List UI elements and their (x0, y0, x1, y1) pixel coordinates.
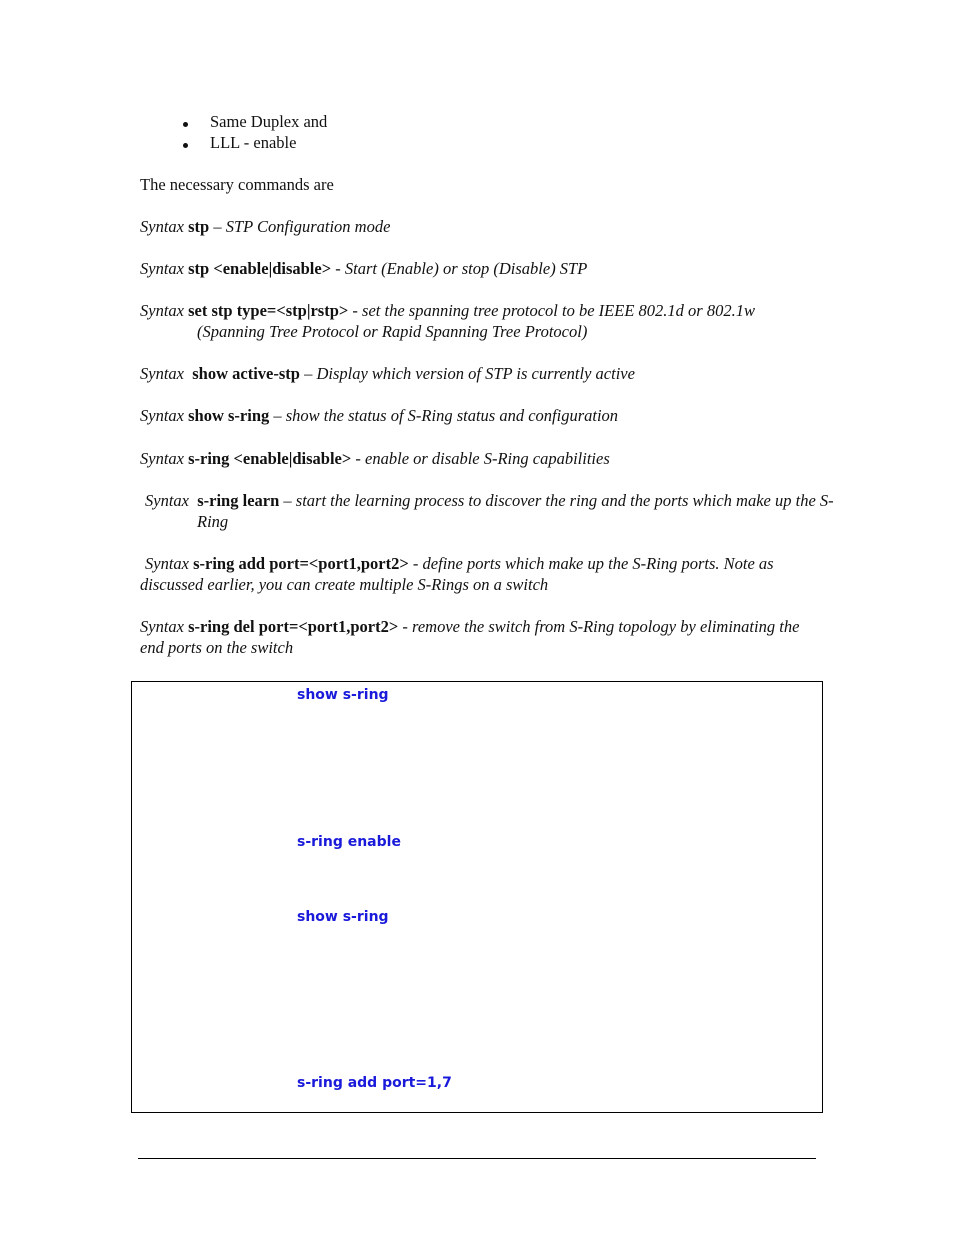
example-command: show s-ring (297, 687, 389, 703)
syntax-label: Syntax (145, 491, 189, 510)
command-name: s-ring add port=<port1,port2> (193, 554, 409, 573)
command-separator: – (209, 217, 226, 236)
syntax-label: Syntax (145, 554, 189, 573)
command-name: show active-stp (192, 364, 300, 383)
command-separator: - (348, 301, 363, 320)
example-command: show s-ring (297, 909, 389, 925)
bullet-dot-icon (183, 143, 188, 148)
command-description: enable or disable S-Ring capabilities (365, 449, 610, 468)
example-command: s-ring add port=1,7 (297, 1075, 452, 1091)
command-s-ring-del-port (140, 617, 799, 637)
command-stp (140, 217, 390, 237)
example-box (131, 681, 823, 1113)
command-show-s-ring (140, 406, 618, 426)
command-name: stp <enable|disable> (188, 259, 332, 278)
command-description-continued: Ring (197, 512, 229, 531)
syntax-label: Syntax (140, 449, 184, 468)
command-description: Start (Enable) or stop (Disable) STP (344, 259, 588, 278)
syntax-label: Syntax (140, 259, 184, 278)
command-separator: – (279, 491, 296, 510)
command-set-stp-type (140, 301, 755, 321)
command-description: remove the switch from S-Ring topology by eliminating the (412, 617, 800, 636)
command-description: STP Configuration mode (225, 217, 391, 236)
bullet-item: LLL - enable (210, 133, 297, 152)
command-separator: - (331, 259, 345, 278)
bullet-dot-icon (183, 122, 188, 127)
command-name: show s-ring (188, 406, 270, 425)
syntax-label: Syntax (140, 406, 184, 425)
command-description: set the spanning tree protocol to be IEEE 802.1d or 802.1w (362, 301, 755, 320)
command-description-continued: discussed earlier, you can create multiple S-Rings on a switch (140, 575, 549, 594)
command-separator: - (351, 449, 366, 468)
footer-divider (138, 1158, 816, 1159)
syntax-label: Syntax (140, 364, 184, 383)
command-description: Display which version of STP is currently active (316, 364, 635, 383)
syntax-label: Syntax (140, 217, 184, 236)
command-name: s-ring del port=<port1,port2> (188, 617, 399, 636)
command-separator: - (408, 554, 423, 573)
command-description: define ports which make up the S-Ring ports. Note as (422, 554, 774, 573)
command-s-ring-learn (145, 491, 834, 511)
intro-text: The necessary commands are (140, 175, 334, 194)
command-s-ring-enable-disable (140, 449, 610, 469)
command-name: stp (188, 217, 210, 236)
bullet-item: Same Duplex and (210, 112, 328, 131)
command-show-active-stp (140, 364, 635, 384)
command-name: set stp type=<stp|rstp> (188, 301, 349, 320)
syntax-label: Syntax (140, 617, 184, 636)
command-description-continued: end ports on the switch (140, 638, 294, 657)
command-separator: - (398, 617, 413, 636)
command-separator: – (299, 364, 317, 383)
example-command: s-ring enable (297, 834, 401, 850)
command-name: s-ring learn (197, 491, 280, 510)
command-name: s-ring <enable|disable> (188, 449, 352, 468)
command-s-ring-add-port (145, 554, 774, 574)
command-description-continued: (Spanning Tree Protocol or Rapid Spanning Tree Protocol) (197, 322, 588, 341)
syntax-label: Syntax (140, 301, 184, 320)
command-description: show the status of S-Ring status and configuration (285, 406, 619, 425)
command-description: start the learning process to discover the ring and the ports which make up the S- (295, 491, 834, 510)
command-stp-enable-disable (140, 259, 587, 279)
command-separator: – (269, 406, 286, 425)
